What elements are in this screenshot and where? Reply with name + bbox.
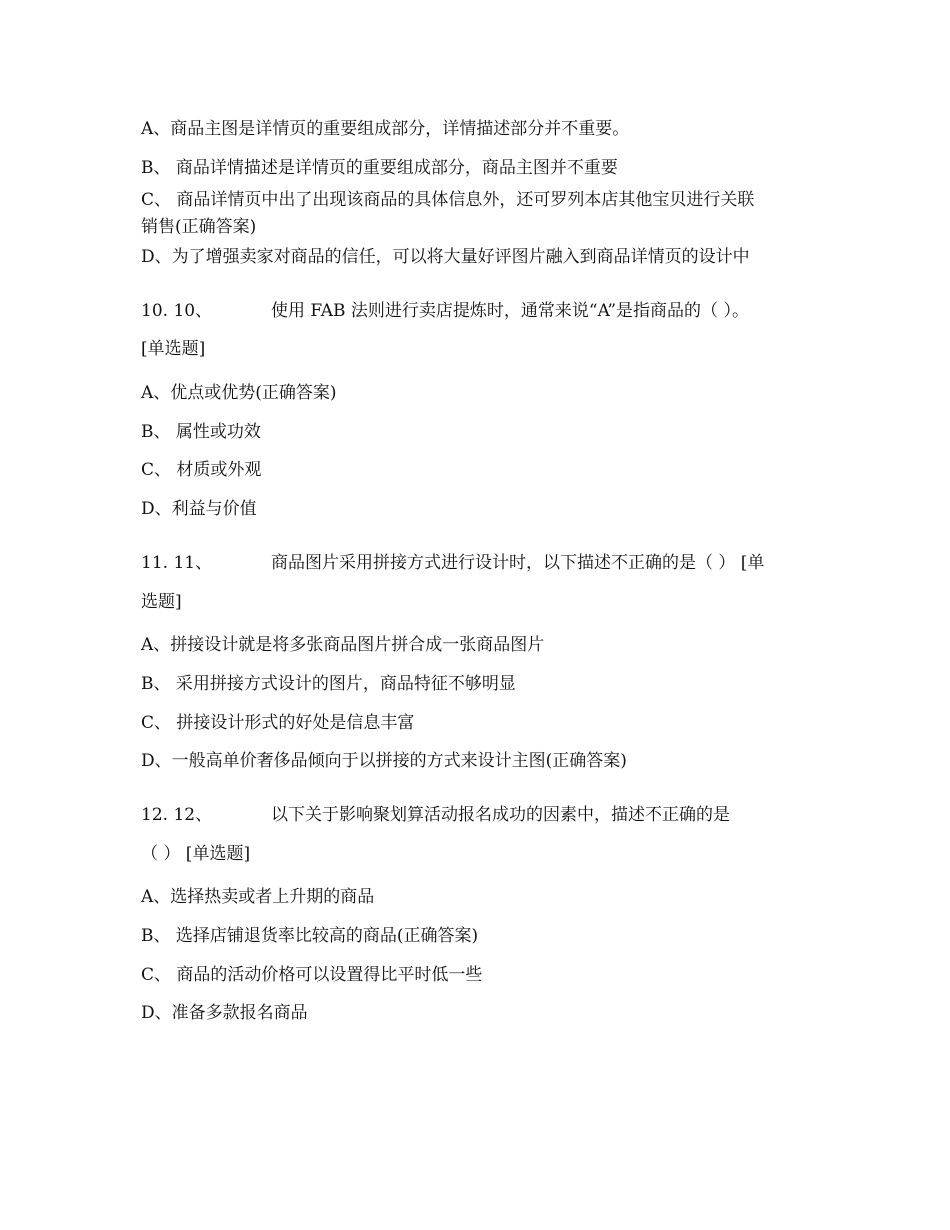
- question-11-number: 11. 11、: [141, 553, 213, 573]
- question-12-text: 以下关于影响聚划算活动报名成功的因素中，描述不正确的是: [271, 805, 730, 825]
- question-10-number: 10. 10、: [141, 301, 213, 321]
- question-12-option-a: A、选择热卖或者上升期的商品: [141, 887, 375, 907]
- question-10-type: [单选题]: [141, 339, 206, 359]
- question-10-option-d: D、利益与价值: [141, 499, 257, 519]
- prev-option-c: C、 商品详情页中出了出现该商品的具体信息外，还可罗列本店其他宝贝进行关联: [141, 190, 755, 210]
- question-10-option-b: B、 属性或功效: [141, 422, 261, 442]
- question-10-text: 使用 FAB 法则进行卖店提炼时，通常来说“A”是指商品的（ ）。: [271, 301, 749, 321]
- prev-option-b: B、 商品详情描述是详情页的重要组成部分，商品主图并不重要: [141, 158, 618, 178]
- prev-option-c-continued: 销售(正确答案): [141, 217, 257, 237]
- prev-option-a: A、商品主图是详情页的重要组成部分，详情描述部分并不重要。: [141, 119, 630, 139]
- question-11-option-a: A、拼接设计就是将多张商品图片拼合成一张商品图片: [141, 635, 545, 655]
- question-12-option-c: C、 商品的活动价格可以设置得比平时低一些: [141, 965, 483, 985]
- question-12-option-d: D、准备多款报名商品: [141, 1003, 308, 1023]
- question-11-option-d: D、一般高单价奢侈品倾向于以拼接的方式来设计主图(正确答案): [141, 751, 627, 771]
- question-11-type: 选题]: [141, 592, 182, 612]
- question-11-text: 商品图片采用拼接方式进行设计时，以下描述不正确的是（ ） [单: [271, 553, 765, 573]
- prev-option-d: D、为了增强卖家对商品的信任，可以将大量好评图片融入到商品详情页的设计中: [141, 247, 750, 267]
- question-11-option-b: B、 采用拼接方式设计的图片，商品特征不够明显: [141, 674, 516, 694]
- question-11-option-c: C、 拼接设计形式的好处是信息丰富: [141, 713, 415, 733]
- question-10-stem: [141, 300, 749, 322]
- question-11-stem: [141, 552, 764, 574]
- question-12-type: （ ） [单选题]: [141, 844, 251, 864]
- question-10-option-a: A、优点或优势(正确答案): [141, 383, 337, 403]
- question-12-number: 12. 12、: [141, 805, 213, 825]
- question-12-stem: [141, 804, 730, 826]
- question-12-option-b: B、 选择店铺退货率比较高的商品(正确答案): [141, 926, 479, 946]
- question-10-option-c: C、 材质或外观: [141, 460, 262, 480]
